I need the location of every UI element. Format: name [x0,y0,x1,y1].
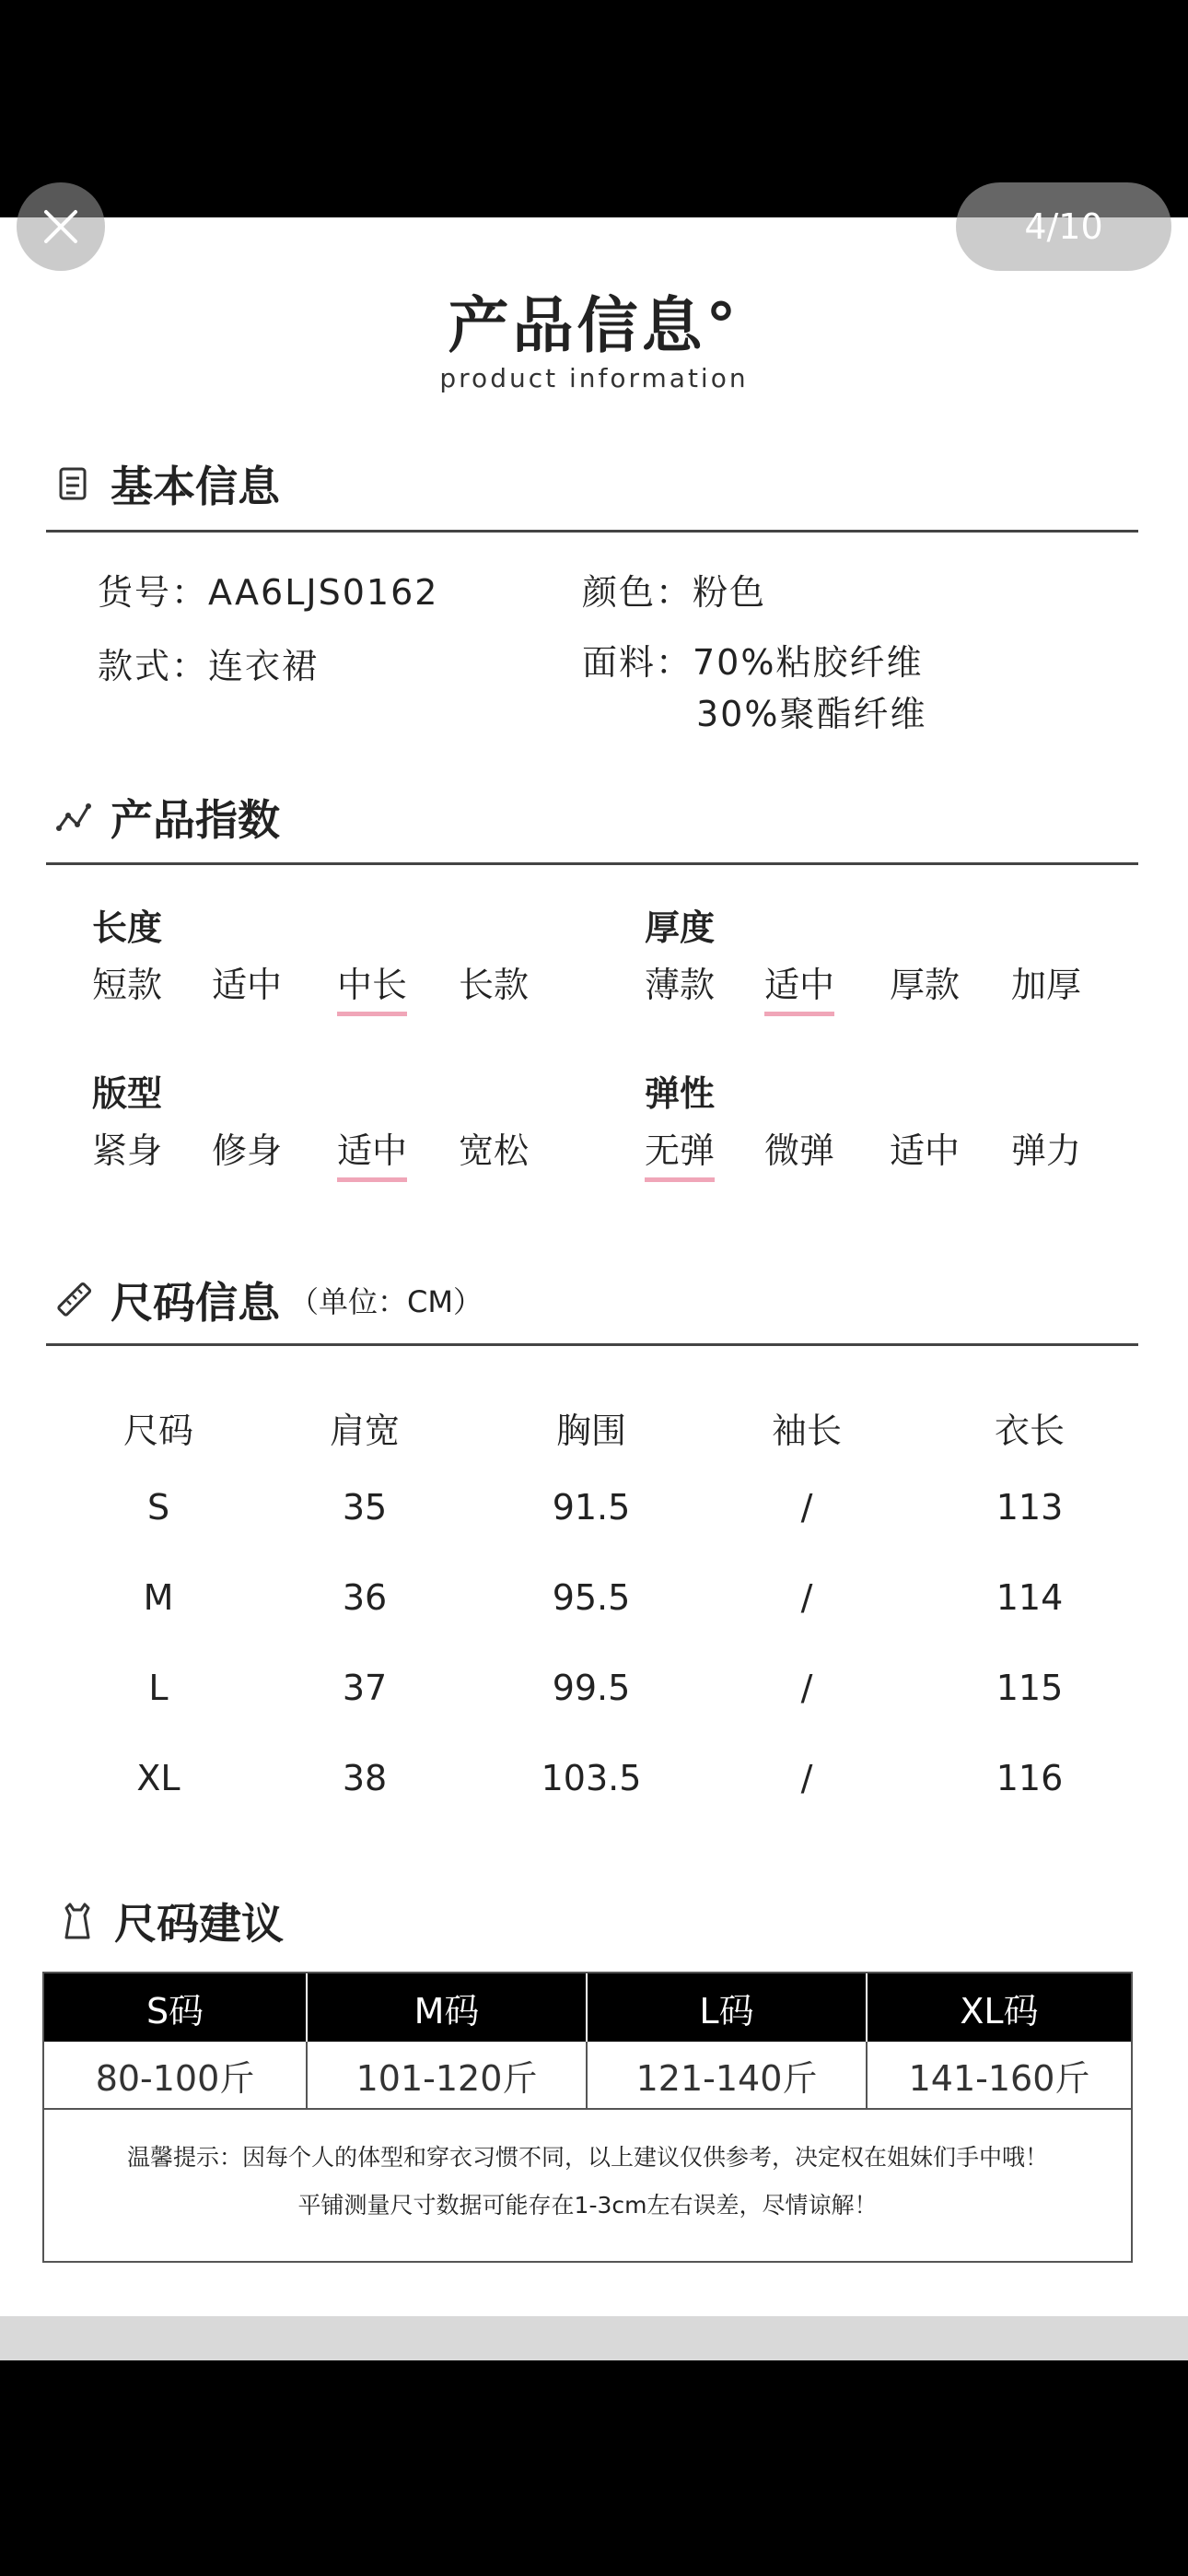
color-value: 颜色：粉色 [582,572,767,613]
size-column-header: 尺码 [122,1411,193,1451]
index-option: 适中 [890,1130,961,1171]
indices-title: 产品指数 [111,795,280,845]
page-subtitle: product information [439,363,749,393]
trend-icon [53,797,94,837]
tip-line-2: 平铺测量尺寸数据可能存在1-3cm左右误差，尽情谅解！ [297,2192,878,2219]
index-option: 长款 [459,965,530,1005]
size-table-cell: S [146,1487,170,1528]
indices-heading [53,787,280,848]
page-counter: 4/10 [956,182,1171,271]
size-info-heading [53,1270,483,1330]
item-number: 货号：AA6LJS0162 [98,572,439,613]
size-table-cell: 95.5 [552,1577,631,1618]
size-column-header: 胸围 [555,1411,626,1451]
image-bottom-strip [0,2316,1188,2360]
size-table-cell: XL [136,1758,181,1798]
size-table-cell: 35 [342,1487,388,1528]
index-option: 厚款 [890,965,961,1005]
divider [46,530,1138,533]
index-option: 短款 [92,965,163,1005]
size-advice-header-row [44,1973,1131,2042]
dress-icon [57,1901,98,1941]
index-group-title: 版型 [92,1073,163,1114]
size-advice-heading [57,1891,284,1951]
size-table-cell: 99.5 [552,1668,631,1708]
size-table-cell: 103.5 [541,1758,642,1798]
divider [46,862,1138,865]
basic-info-heading [53,453,280,514]
size-table-cell: 91.5 [552,1487,631,1528]
size-advice-title: 尺码建议 [114,1899,284,1949]
size-table-cell: 36 [342,1577,388,1618]
index-option-selected: 适中 [764,956,834,1007]
clipboard-icon [53,463,94,504]
page-title: 产品信息° [448,290,740,361]
advice-weight-cell: 80-100斤 [44,2042,308,2108]
size-column-header: 袖长 [771,1411,842,1451]
ruler-icon [53,1280,94,1320]
divider [46,1343,1138,1346]
index-option-selected: 中长 [337,956,407,1007]
advice-weight-cell: 121-140斤 [588,2042,868,2108]
size-table-cell: 38 [342,1758,388,1798]
size-table-cell: / [800,1668,813,1708]
index-group-title: 弹性 [645,1073,716,1114]
size-column-header: 肩宽 [329,1411,400,1451]
size-table-cell: / [800,1577,813,1618]
style-value: 款式：连衣裙 [98,646,320,686]
index-option: 宽松 [459,1130,530,1171]
index-option-selected: 无弹 [645,1122,715,1173]
advice-size-cell: M码 [308,1973,588,2042]
size-table-cell: 116 [996,1758,1064,1798]
index-option: 薄款 [645,965,716,1005]
size-table-cell: 115 [996,1668,1064,1708]
advice-size-cell: XL码 [960,1990,1039,2032]
advice-weight-cell: 141-160斤 [908,2057,1090,2099]
size-column-header: 衣长 [994,1411,1065,1451]
index-option: 加厚 [1011,965,1082,1005]
size-table-cell: 113 [996,1487,1064,1528]
index-option: 弹力 [1011,1130,1082,1171]
index-option: 紧身 [92,1130,163,1171]
basic-info-title: 基本信息 [111,462,280,511]
index-option: 微弹 [764,1130,835,1171]
fabric-value: 面料：70%粘胶纤维 [582,642,924,683]
size-advice-weight-row [44,2042,1131,2110]
size-table-cell: M [143,1577,174,1618]
advice-size-cell: L码 [588,1973,868,2042]
size-info-title: 尺码信息 [111,1278,280,1328]
index-group-title: 长度 [92,907,163,948]
index-option: 适中 [212,965,283,1005]
size-advice-table [42,1972,1133,2263]
index-option-selected: 适中 [337,1122,407,1173]
size-table-cell: / [800,1487,813,1528]
advice-size-cell: S码 [44,1973,308,2042]
size-table-cell: L [148,1668,169,1708]
index-option: 修身 [212,1130,283,1171]
size-table-cell: 37 [342,1668,388,1708]
size-info-unit: （单位：CM） [289,1284,483,1319]
fabric-value-line2: 30%聚酯纤维 [696,694,927,734]
index-group-title: 厚度 [645,907,716,948]
size-table-cell: / [800,1758,813,1798]
advice-weight-cell: 101-120斤 [308,2042,588,2108]
tip-line-1: 温馨提示：因每个人的体型和穿衣习惯不同，以上建议仅供参考，决定权在姐妹们手中哦！ [126,2144,1048,2171]
close-button[interactable] [17,182,105,271]
close-icon [41,206,81,247]
size-table-cell: 114 [996,1577,1064,1618]
